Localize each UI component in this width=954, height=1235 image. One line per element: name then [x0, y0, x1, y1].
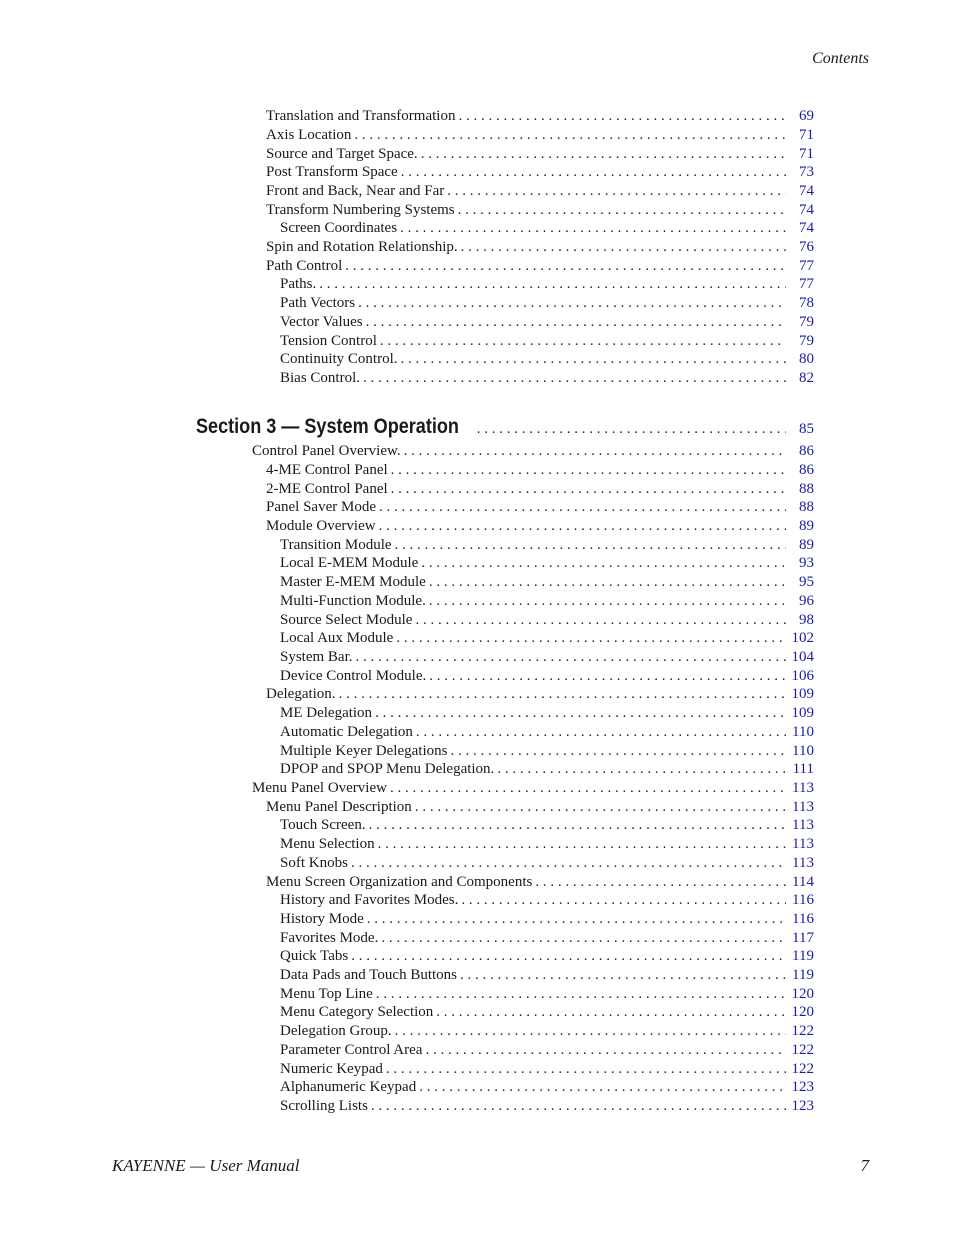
- toc-entry[interactable]: [266, 685, 814, 704]
- toc-entry[interactable]: [280, 294, 814, 313]
- toc-entry-label: Control Panel Overview.: [252, 443, 401, 459]
- toc-entry-label: 2-ME Control Panel: [266, 481, 388, 497]
- toc-entry-label: Favorites Mode.: [280, 930, 379, 946]
- toc-entry-label: Menu Top Line: [280, 986, 373, 1002]
- toc-page-link[interactable]: 77: [799, 258, 814, 274]
- toc-entry-label: 4-ME Control Panel: [266, 462, 388, 478]
- toc-entry[interactable]: [266, 257, 814, 276]
- toc-page-link[interactable]: 119: [792, 967, 814, 983]
- toc-entry[interactable]: [280, 704, 814, 723]
- toc-entry[interactable]: [266, 461, 814, 480]
- toc-dot-leader: [363, 369, 786, 388]
- toc-entry-label: Menu Screen Organization and Components: [266, 874, 533, 890]
- toc-entry[interactable]: [266, 182, 814, 201]
- toc-page-link[interactable]: 116: [792, 892, 814, 908]
- toc-entry[interactable]: [252, 779, 814, 798]
- toc-dot-leader: [535, 873, 786, 892]
- toc-entry-label: Menu Category Selection: [280, 1004, 434, 1020]
- toc-dot-leader: [376, 985, 786, 1004]
- toc-entry[interactable]: [280, 929, 814, 948]
- toc-page-link[interactable]: 78: [799, 295, 814, 311]
- toc-entry[interactable]: [266, 873, 814, 892]
- toc-entry-label: Alphanumeric Keypad: [280, 1079, 417, 1095]
- toc-page-link[interactable]: 113: [792, 799, 814, 815]
- toc-entry-label: Continuity Control.: [280, 351, 398, 367]
- toc-dot-leader: [381, 929, 786, 948]
- toc-page-link[interactable]: 79: [799, 333, 814, 349]
- toc-entry[interactable]: [280, 350, 814, 369]
- toc-entry-label: Delegation.: [266, 686, 336, 702]
- toc-entry[interactable]: [280, 723, 814, 742]
- toc-page-link[interactable]: 109: [791, 705, 814, 721]
- toc-dot-leader: [386, 1060, 786, 1079]
- toc-page-link[interactable]: 122: [791, 1061, 814, 1077]
- toc-page-link[interactable]: 113: [792, 836, 814, 852]
- toc-dot-leader: [404, 442, 786, 461]
- toc-entry[interactable]: [266, 107, 814, 126]
- toc-entry-label: Screen Coordinates: [280, 220, 398, 236]
- toc-dot-leader: [378, 835, 786, 854]
- toc-entry-label: Multi-Function Module.: [280, 593, 426, 609]
- toc-dot-leader: [421, 554, 786, 573]
- toc-dot-leader: [395, 536, 786, 555]
- toc-entry[interactable]: [280, 1022, 814, 1041]
- toc-entry-label: Delegation Group.: [280, 1023, 392, 1039]
- toc-entry-label: Spin and Rotation Relationship.: [266, 239, 458, 255]
- toc-entry[interactable]: [280, 648, 814, 667]
- toc-page-link[interactable]: 117: [792, 930, 814, 946]
- toc-dot-leader: [351, 854, 786, 873]
- toc-entry[interactable]: [280, 573, 814, 592]
- toc-entry[interactable]: [280, 742, 814, 761]
- toc-entry[interactable]: [266, 798, 814, 817]
- toc-entry[interactable]: [280, 611, 814, 630]
- toc-entry-label: Numeric Keypad: [280, 1061, 383, 1077]
- toc-dot-leader: [401, 163, 786, 182]
- toc-page-link[interactable]: 79: [799, 314, 814, 330]
- toc-dot-leader: [429, 573, 786, 592]
- toc-dot-leader: [356, 648, 786, 667]
- toc-entry-label: Transition Module: [280, 537, 392, 553]
- toc-entry-label: Soft Knobs: [280, 855, 348, 871]
- toc-section-heading[interactable]: [196, 412, 814, 442]
- toc-dot-leader: [391, 480, 786, 499]
- toc-page-link[interactable]: 120: [791, 986, 814, 1002]
- toc-dot-leader: [380, 332, 786, 351]
- toc-entry-label: Paths.: [280, 276, 317, 292]
- toc-page-link[interactable]: 89: [799, 537, 814, 553]
- toc-dot-leader: [395, 1022, 786, 1041]
- toc-dot-leader: [391, 461, 786, 480]
- toc-dot-leader: [458, 107, 786, 126]
- toc-page-link[interactable]: 88: [799, 481, 814, 497]
- toc-entry[interactable]: [266, 498, 814, 517]
- toc-entry[interactable]: [280, 536, 814, 555]
- toc-entry-label: History Mode: [280, 911, 364, 927]
- toc-page-link[interactable]: 113: [792, 817, 814, 833]
- toc-entry-label: Vector Values: [280, 314, 363, 330]
- toc-entry-label: Source Select Module: [280, 612, 413, 628]
- toc-page-link[interactable]: 116: [792, 911, 814, 927]
- toc-page-link[interactable]: 110: [792, 724, 814, 740]
- toc-page-link[interactable]: 98: [799, 612, 814, 628]
- toc-entry-label: Parameter Control Area: [280, 1042, 423, 1058]
- toc-dot-leader: [460, 966, 786, 985]
- toc-entry[interactable]: [266, 145, 814, 164]
- toc-dot-leader: [416, 723, 786, 742]
- toc-entry[interactable]: [280, 891, 814, 910]
- toc-entry-label: Axis Location: [266, 127, 352, 143]
- toc-entry[interactable]: [280, 667, 814, 686]
- toc-entry-label: Bias Control.: [280, 370, 361, 386]
- toc-entry[interactable]: [266, 480, 814, 499]
- toc-page-link[interactable]: 76: [799, 239, 814, 255]
- toc-dot-leader: [375, 704, 786, 723]
- toc-entry[interactable]: [280, 816, 814, 835]
- toc-entry[interactable]: [280, 910, 814, 929]
- toc-page-link[interactable]: 74: [799, 183, 814, 199]
- toc-dot-leader: [436, 1003, 786, 1022]
- toc-entry[interactable]: [266, 126, 814, 145]
- toc-entry-label: Master E-MEM Module: [280, 574, 426, 590]
- toc-page-link[interactable]: 120: [791, 1004, 814, 1020]
- toc-entry-label: Local Aux Module: [280, 630, 394, 646]
- toc-page-link[interactable]: 77: [799, 276, 814, 292]
- toc-entry[interactable]: [280, 854, 814, 873]
- toc-entry-label: ME Delegation: [280, 705, 373, 721]
- toc-page-link[interactable]: 119: [792, 948, 814, 964]
- toc-page-link[interactable]: 122: [791, 1042, 814, 1058]
- page-footer: [112, 1156, 869, 1176]
- toc-entry[interactable]: [252, 442, 814, 461]
- toc-entry-label: Touch Screen.: [280, 817, 366, 833]
- toc-entry[interactable]: [266, 517, 814, 536]
- toc-dot-leader: [345, 257, 786, 276]
- toc-entry-label: Path Vectors: [280, 295, 356, 311]
- toc-entry[interactable]: [280, 313, 814, 332]
- toc-entry-label: Scrolling Lists: [280, 1098, 368, 1114]
- toc-page-link[interactable]: 104: [791, 649, 814, 665]
- toc-entry-label: Translation and Transformation: [266, 108, 456, 124]
- toc-dot-leader: [447, 182, 786, 201]
- toc-entry-label: Menu Panel Description: [266, 799, 412, 815]
- toc-entry-label: Menu Selection: [280, 836, 375, 852]
- toc-entry[interactable]: [280, 1041, 814, 1060]
- toc-entry[interactable]: [280, 1097, 814, 1116]
- toc-dot-leader: [319, 275, 786, 294]
- toc-page-link[interactable]: 80: [799, 351, 814, 367]
- toc-entry-label: Device Control Module.: [280, 668, 427, 684]
- footer-page-number: 7: [860, 1156, 869, 1175]
- toc-dot-leader: [339, 685, 786, 704]
- toc-dot-leader: [358, 294, 786, 313]
- toc-page-link[interactable]: 96: [799, 593, 814, 609]
- toc-page-link[interactable]: 106: [791, 668, 814, 684]
- toc-dot-leader: [461, 891, 786, 910]
- toc-dot-leader: [354, 126, 786, 145]
- toc-entry[interactable]: [280, 947, 814, 966]
- toc-entry[interactable]: [280, 592, 814, 611]
- toc-entry-label: Panel Saver Mode: [266, 499, 376, 515]
- toc-dot-leader: [429, 667, 786, 686]
- toc-entry[interactable]: [280, 219, 814, 238]
- toc-entry[interactable]: [280, 966, 814, 985]
- toc-entry-label: Multiple Keyer Delegations: [280, 743, 448, 759]
- toc-page-link[interactable]: 111: [792, 761, 814, 777]
- toc-dot-leader: [371, 1097, 786, 1116]
- toc-page-link[interactable]: 74: [799, 202, 814, 218]
- toc-dot-leader: [390, 779, 786, 798]
- toc-entry-label: Section 3 — System Operation: [196, 415, 459, 438]
- toc-page-link[interactable]: 93: [799, 555, 814, 571]
- toc-entry-label: Automatic Delegation: [280, 724, 413, 740]
- toc-page-link[interactable]: 85: [799, 421, 814, 437]
- toc-entry-label: Data Pads and Touch Buttons: [280, 967, 457, 983]
- toc-entry[interactable]: [280, 629, 814, 648]
- toc-entry[interactable]: [280, 1078, 814, 1097]
- toc-entry-label: Post Transform Space: [266, 164, 398, 180]
- toc-page-link[interactable]: 86: [799, 443, 814, 459]
- toc-dot-leader: [366, 313, 786, 332]
- toc-dot-leader: [396, 629, 786, 648]
- toc-page-link[interactable]: 74: [799, 220, 814, 236]
- toc-page-link[interactable]: 73: [799, 164, 814, 180]
- toc-page-link[interactable]: 122: [791, 1023, 814, 1039]
- toc-entry-label: Transform Numbering Systems: [266, 202, 455, 218]
- toc-dot-leader: [461, 238, 786, 257]
- toc-dot-leader: [415, 611, 786, 630]
- toc-dot-leader: [351, 947, 786, 966]
- toc-entry[interactable]: [280, 332, 814, 351]
- toc-entry[interactable]: [266, 163, 814, 182]
- toc-page-link[interactable]: 89: [799, 518, 814, 534]
- toc-entry-label: History and Favorites Modes.: [280, 892, 459, 908]
- toc-entry-label: Quick Tabs: [280, 948, 349, 964]
- toc-page-link[interactable]: 109: [791, 686, 814, 702]
- running-header-title: Contents: [812, 50, 869, 67]
- toc-page-link[interactable]: 123: [791, 1079, 814, 1095]
- toc-entry[interactable]: [266, 201, 814, 220]
- toc-page-link[interactable]: 86: [799, 462, 814, 478]
- toc-entry[interactable]: [266, 238, 814, 257]
- toc-entry-label: Tension Control: [280, 333, 377, 349]
- toc-entry-label: Local E-MEM Module: [280, 555, 419, 571]
- toc-entry[interactable]: [280, 835, 814, 854]
- toc-entry[interactable]: [280, 369, 814, 388]
- toc-page-link[interactable]: 71: [799, 127, 814, 143]
- toc-page-link[interactable]: 88: [799, 499, 814, 515]
- toc-page-link[interactable]: 113: [792, 855, 814, 871]
- toc-dot-leader: [401, 350, 786, 369]
- toc-dot-leader: [458, 201, 786, 220]
- toc-dot-leader: [400, 219, 786, 238]
- toc-dot-leader: [421, 145, 786, 164]
- toc-entry-label: System Bar.: [280, 649, 353, 665]
- toc-page-link[interactable]: 113: [792, 780, 814, 796]
- toc-page-link[interactable]: 110: [792, 743, 814, 759]
- toc-page-link[interactable]: 71: [799, 146, 814, 162]
- toc-entry[interactable]: [280, 554, 814, 573]
- toc-entry[interactable]: [280, 1003, 814, 1022]
- toc-page-link[interactable]: 102: [791, 630, 814, 646]
- toc-entry[interactable]: [280, 1060, 814, 1079]
- toc-dot-leader: [497, 760, 786, 779]
- toc-dot-leader: [379, 498, 786, 517]
- toc-page-link[interactable]: 114: [792, 874, 814, 890]
- toc-dot-leader: [379, 517, 786, 536]
- toc-entry-label: Menu Panel Overview: [252, 780, 387, 796]
- toc-entry-label: Path Control: [266, 258, 343, 274]
- toc-entry-label: DPOP and SPOP Menu Delegation.: [280, 761, 495, 777]
- toc-page-link[interactable]: 95: [799, 574, 814, 590]
- toc-entry[interactable]: [280, 985, 814, 1004]
- toc-dot-leader: [429, 592, 786, 611]
- toc-page-link[interactable]: 123: [791, 1098, 814, 1114]
- toc-entry-label: Module Overview: [266, 518, 376, 534]
- toc-dot-leader: [419, 1078, 786, 1097]
- toc-dot-leader: [369, 816, 786, 835]
- toc-entry[interactable]: [280, 275, 814, 294]
- toc-entry-label: Front and Back, Near and Far: [266, 183, 445, 199]
- toc-dot-leader: [367, 910, 786, 929]
- toc-dot-leader: [415, 798, 786, 817]
- toc-dot-leader: [450, 742, 786, 761]
- footer-manual-title: KAYENNE — User Manual: [112, 1156, 300, 1175]
- toc-entry[interactable]: [280, 760, 814, 779]
- toc-page-link[interactable]: 82: [799, 370, 814, 386]
- toc-entry-label: Source and Target Space.: [266, 146, 418, 162]
- toc-dot-leader: [425, 1041, 786, 1060]
- toc-page-link[interactable]: 69: [799, 108, 814, 124]
- toc-dot-leader: [477, 414, 786, 444]
